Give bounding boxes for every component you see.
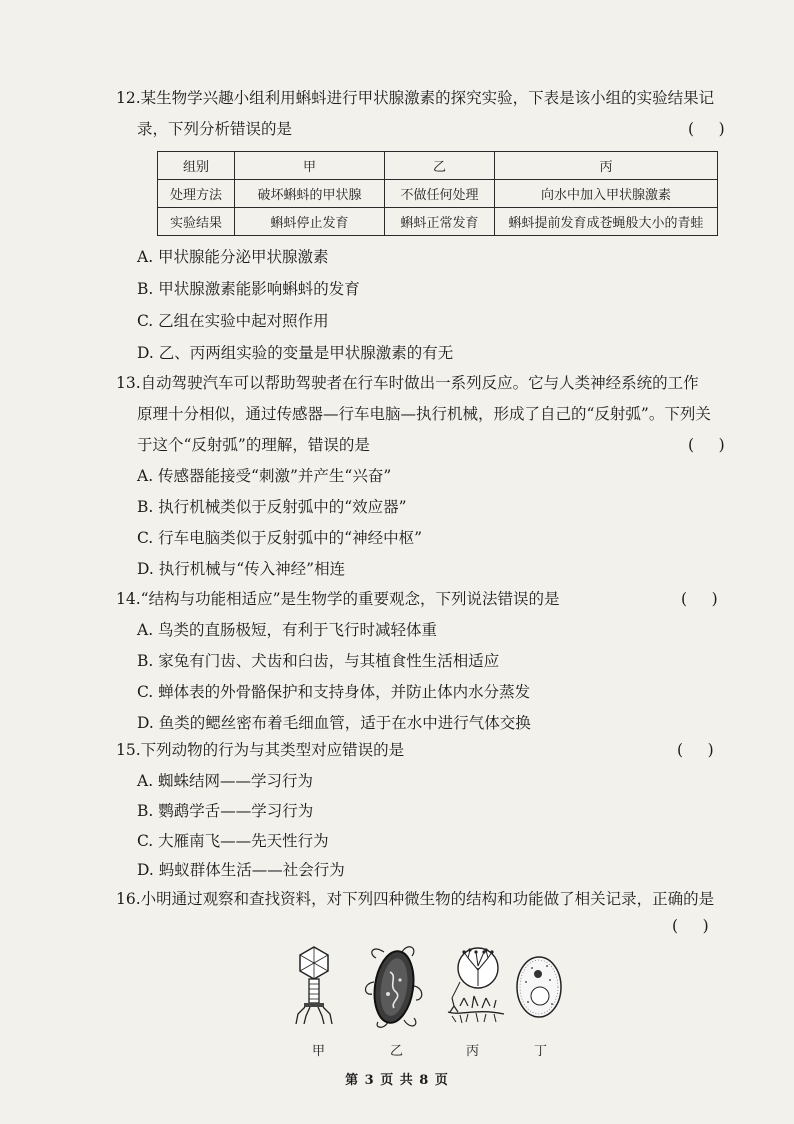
table-row — [158, 208, 718, 236]
q15-option-d[interactable]: D. 蚂蚁群体生活——社会行为 — [137, 861, 345, 879]
q13-stem-line3: 于这个“反射弧”的理解，错误的是 — [137, 436, 370, 454]
table-cell: 乙 — [385, 152, 495, 180]
q13-answer-blank[interactable]: ( ) — [688, 436, 725, 454]
table-cell: 蝌蚪停止发育 — [235, 208, 385, 236]
q13-option-d[interactable]: D. 执行机械与“传入神经”相连 — [137, 560, 346, 578]
table-cell: 蝌蚪正常发育 — [385, 208, 495, 236]
q13-stem-line1: 13.自动驾驶汽车可以帮助驾驶者在行车时做出一系列反应。它与人类神经系统的工作 — [116, 374, 699, 392]
page-footer: 第 3 页 共 8 页 — [345, 1073, 449, 1088]
table-cell: 实验结果 — [158, 208, 235, 236]
table-cell: 破坏蝌蚪的甲状腺 — [235, 180, 385, 208]
figure-label-bing: 丙 — [466, 1044, 480, 1059]
q13-option-b[interactable]: B. 执行机械类似于反射弧中的“效应器” — [137, 498, 407, 516]
mold-icon — [446, 946, 506, 1026]
q14-stem-line1: 14.“结构与功能相适应”是生物学的重要观念，下列说法错误的是 — [116, 590, 560, 608]
figure-label-jia: 甲 — [312, 1044, 326, 1059]
q14-answer-blank[interactable]: ( ) — [681, 590, 718, 608]
q16-answer-blank[interactable]: ( ) — [672, 917, 709, 935]
q12-option-c[interactable]: C. 乙组在实验中起对照作用 — [137, 312, 329, 330]
table-cell: 甲 — [235, 152, 385, 180]
q12-answer-blank[interactable]: ( ) — [688, 120, 725, 138]
bacterium-icon — [362, 942, 426, 1030]
table-cell: 不做任何处理 — [385, 180, 495, 208]
q14-option-c[interactable]: C. 蝉体表的外骨骼保护和支持身体，并防止体内水分蒸发 — [137, 683, 531, 701]
table-cell: 向水中加入甲状腺激素 — [495, 180, 718, 208]
table-cell: 组别 — [158, 152, 235, 180]
q13-option-c[interactable]: C. 行车电脑类似于反射弧中的“神经中枢” — [137, 529, 423, 547]
yeast-cell-icon — [514, 954, 564, 1020]
table-header-row — [158, 152, 718, 180]
q15-option-b[interactable]: B. 鹦鹉学舌——学习行为 — [137, 802, 314, 820]
q13-option-a[interactable]: A. 传感器能接受“刺激”并产生“兴奋” — [137, 467, 392, 485]
q14-option-d[interactable]: D. 鱼类的鳃丝密布着毛细血管，适于在水中进行气体交换 — [137, 714, 531, 732]
q14-option-a[interactable]: A. 鸟类的直肠极短，有利于飞行时减轻体重 — [137, 621, 438, 639]
bacteriophage-icon — [290, 944, 338, 1026]
q12-option-b[interactable]: B. 甲状腺激素能影响蝌蚪的发育 — [137, 280, 360, 298]
q12-option-d[interactable]: D. 乙、丙两组实验的变量是甲状腺激素的有无 — [137, 344, 454, 362]
figure-label-yi: 乙 — [390, 1044, 404, 1059]
q12-stem-line1: 12.某生物学兴趣小组利用蝌蚪进行甲状腺激素的探究实验，下表是该小组的实验结果记 — [116, 89, 715, 107]
q15-answer-blank[interactable]: ( ) — [677, 741, 714, 759]
q14-option-b[interactable]: B. 家兔有门齿、犬齿和臼齿，与其植食性生活相适应 — [137, 652, 500, 670]
q16-stem-line1: 16.小明通过观察和查找资料，对下列四种微生物的结构和功能做了相关记录，正确的是 — [116, 890, 715, 908]
q15-stem-line1: 15.下列动物的行为与其类型对应错误的是 — [116, 741, 405, 759]
table-cell: 蝌蚪提前发育成苍蝇般大小的青蛙 — [495, 208, 718, 236]
table-cell: 处理方法 — [158, 180, 235, 208]
q12-stem-line2: 录，下列分析错误的是 — [137, 120, 293, 138]
q15-option-c[interactable]: C. 大雁南飞——先天性行为 — [137, 832, 329, 850]
q12-option-a[interactable]: A. 甲状腺能分泌甲状腺激素 — [137, 248, 329, 266]
q13-stem-line2: 原理十分相似，通过传感器—行车电脑—执行机械，形成了自己的“反射弧”。下列关 — [137, 405, 711, 423]
q12-results-table — [157, 151, 718, 236]
table-cell: 丙 — [495, 152, 718, 180]
q15-option-a[interactable]: A. 蜘蛛结网——学习行为 — [137, 772, 314, 790]
table-row — [158, 180, 718, 208]
figure-label-ding: 丁 — [534, 1044, 548, 1059]
